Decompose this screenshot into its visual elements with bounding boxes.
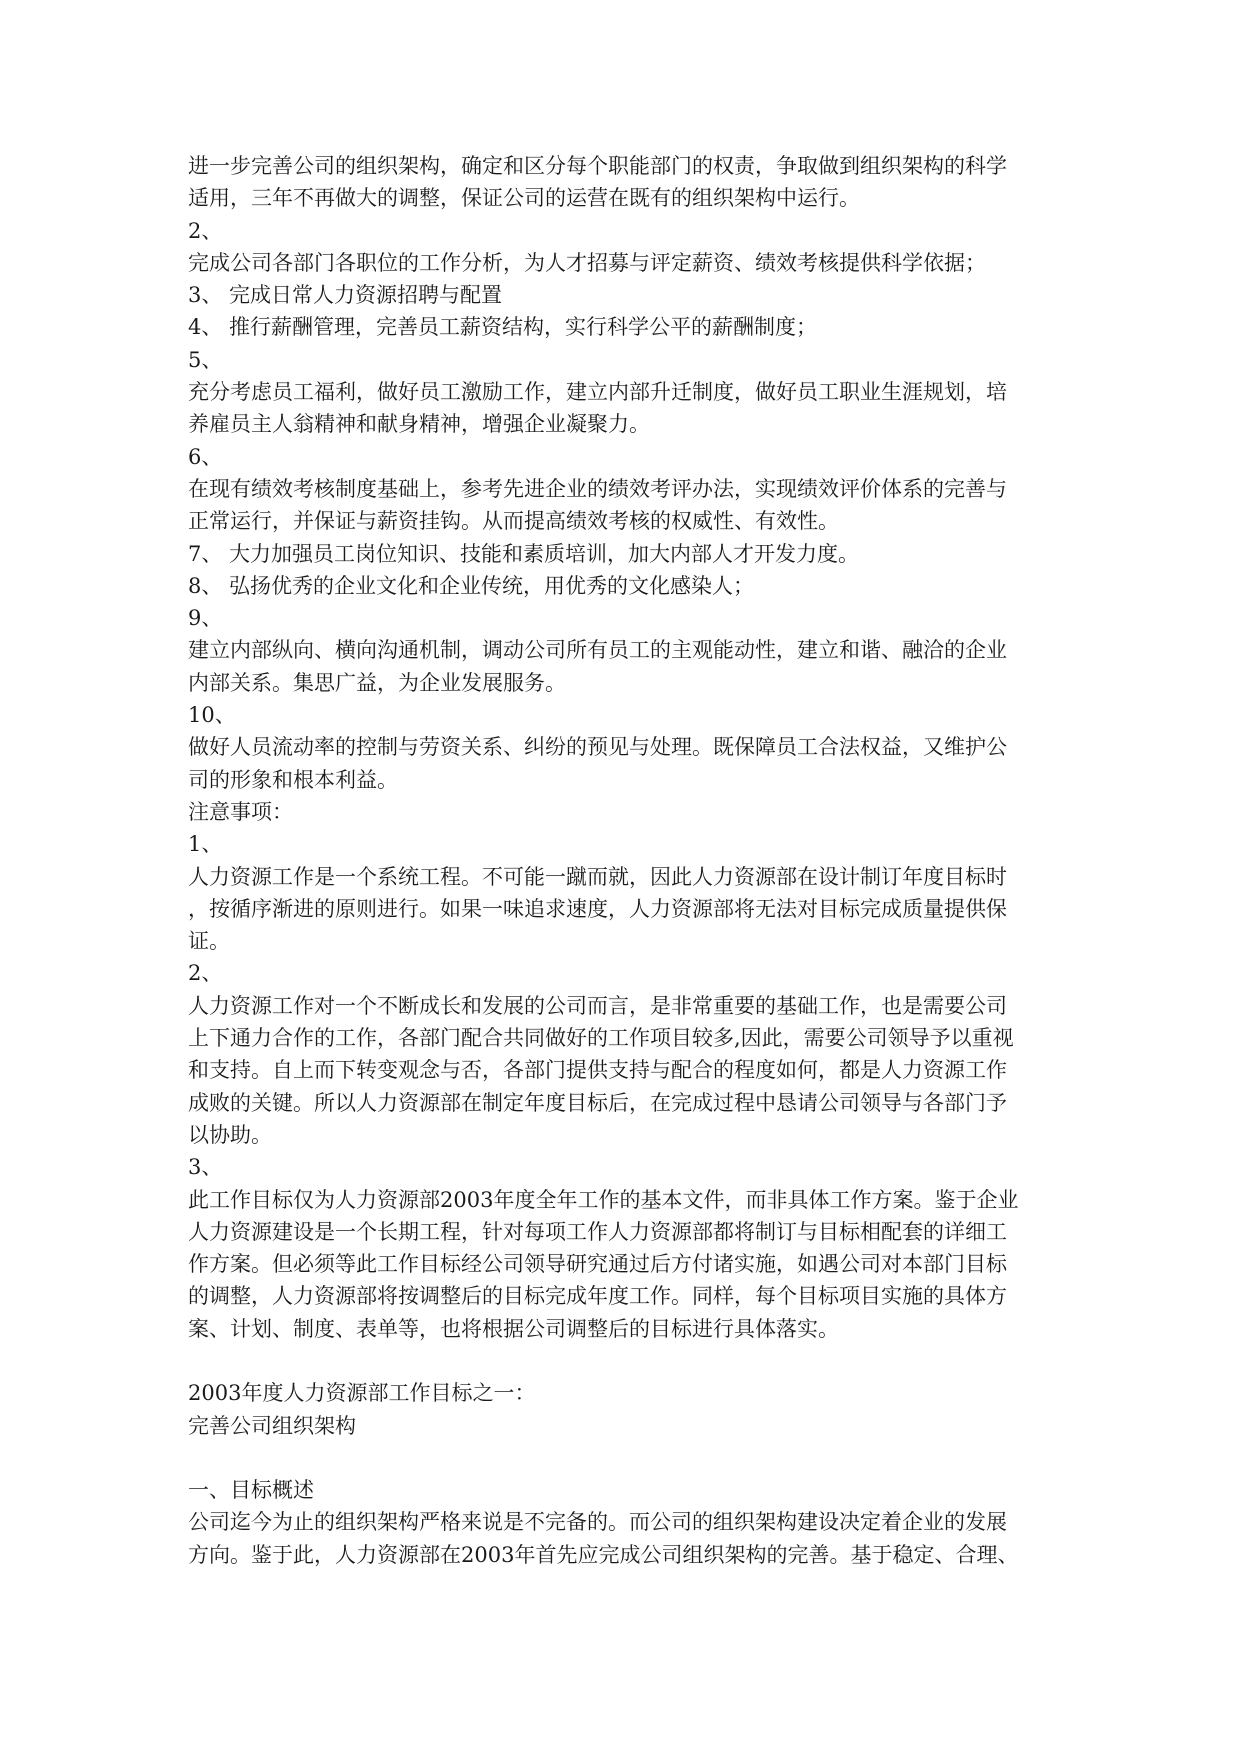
text-line: 做好人员流动率的控制与劳资关系、纠纷的预见与处理。既保障员工合法权益，又维护公 xyxy=(188,735,1007,760)
text-line: 人力资源建设是一个长期工程，针对每项工作人力资源部都将制订与目标相配套的详细工 xyxy=(188,1219,1007,1244)
text-line: 2003年度人力资源部工作目标之一： xyxy=(188,1381,536,1406)
text-line: 以协助。 xyxy=(188,1122,272,1147)
blank-line xyxy=(188,1345,1058,1377)
text-line: 方向。鉴于此，人力资源部在2003年首先应完成公司组织架构的完善。基于稳定、合理、 xyxy=(188,1542,1019,1567)
text-line: 3、 完成日常人力资源招聘与配置 xyxy=(188,283,503,308)
text-line: 建立内部纵向、横向沟通机制，调动公司所有员工的主观能动性，建立和谐、融洽的企业 xyxy=(188,638,1007,663)
text-line: 公司迄今为止的组织架构严格来说是不完备的。而公司的组织架构建设决定着企业的发展 xyxy=(188,1510,1007,1535)
text-line: 完善公司组织架构 xyxy=(188,1413,356,1438)
text-line: 正常运行，并保证与薪资挂钩。从而提高绩效考核的权威性、有效性。 xyxy=(188,509,839,534)
text-line: 3、 xyxy=(188,1155,223,1180)
text-line: 人力资源工作是一个系统工程。不可能一蹴而就，因此人力资源部在设计制订年度目标时 xyxy=(188,864,1007,889)
text-line: 1、 xyxy=(188,832,223,857)
text-line: 内部关系。集思广益，为企业发展服务。 xyxy=(188,670,566,695)
text-line: 2、 xyxy=(188,218,223,243)
text-line: 10、 xyxy=(188,703,236,728)
text-line: 一、目标概述 xyxy=(188,1478,314,1503)
text-line: 7、 大力加强员工岗位知识、技能和素质培训，加大内部人才开发力度。 xyxy=(188,541,860,566)
text-line: ，按循序渐进的原则进行。如果一味追求速度，人力资源部将无法对目标完成质量提供保 xyxy=(188,896,1007,921)
text-line: 和支持。自上而下转变观念与否，各部门提供支持与配合的程度如何，都是人力资源工作 xyxy=(188,1058,1007,1083)
text-line: 在现有绩效考核制度基础上，参考先进企业的绩效考评办法，实现绩效评价体系的完善与 xyxy=(188,476,1007,501)
text-line: 8、 弘扬优秀的企业文化和企业传统，用优秀的文化感染人； xyxy=(188,573,755,598)
document-body xyxy=(188,150,1058,1571)
text-line: 适用，三年不再做大的调整，保证公司的运营在既有的组织架构中运行。 xyxy=(188,186,860,211)
text-line: 完成公司各部门各职位的工作分析，为人才招募与评定薪资、绩效考核提供科学依据； xyxy=(188,250,986,275)
text-line: 9、 xyxy=(188,606,223,631)
text-line: 5、 xyxy=(188,347,223,372)
text-line: 充分考虑员工福利，做好员工激励工作，建立内部升迁制度，做好员工职业生涯规划，培 xyxy=(188,380,1007,405)
text-line: 6、 xyxy=(188,444,223,469)
text-line: 案、计划、制度、表单等，也将根据公司调整后的目标进行具体落实。 xyxy=(188,1316,839,1341)
text-line: 进一步完善公司的组织架构，确定和区分每个职能部门的权责，争取做到组织架构的科学 xyxy=(188,154,1007,178)
text-line: 证。 xyxy=(188,929,230,954)
text-line: 成败的关键。所以人力资源部在制定年度目标后，在完成过程中恳请公司领导与各部门予 xyxy=(188,1090,1007,1115)
blank-line xyxy=(188,1442,1058,1474)
text-line: 此工作目标仅为人力资源部2003年度全年工作的基本文件，而非具体工作方案。鉴于企业 xyxy=(188,1187,1019,1212)
text-line: 4、 推行薪酬管理，完善员工薪资结构，实行科学公平的薪酬制度； xyxy=(188,315,818,340)
text-line: 人力资源工作对一个不断成长和发展的公司而言，是非常重要的基础工作，也是需要公司 xyxy=(188,993,1007,1018)
text-line: 上下通力合作的工作，各部门配合共同做好的工作项目较多,因此，需要公司领导予以重视 xyxy=(188,1026,1014,1051)
text-line: 2、 xyxy=(188,961,223,986)
text-line: 司的形象和根本利益。 xyxy=(188,767,398,792)
text-line: 养雇员主人翁精神和献身精神，增强企业凝聚力。 xyxy=(188,412,650,437)
text-line: 的调整，人力资源部将按调整后的目标完成年度工作。同样，每个目标项目实施的具体方 xyxy=(188,1284,1007,1309)
text-line: 注意事项： xyxy=(188,799,293,824)
text-line: 作方案。但必须等此工作目标经公司领导研究通过后方付诸实施，如遇公司对本部门目标 xyxy=(188,1252,1007,1277)
